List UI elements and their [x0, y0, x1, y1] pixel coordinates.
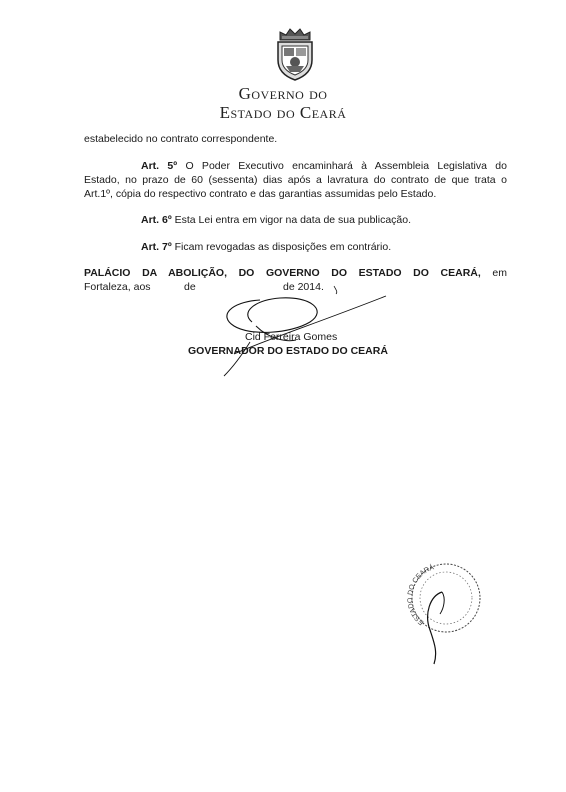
article-6: Art. 6º Esta Lei entra em vigor na data de sua publicação. [141, 214, 412, 226]
article-5-line3: Art.1º, cópia do respectivo contrato e das garantias assumidas pelo Estado. [84, 188, 437, 200]
signatory-name: Cid Ferreira Gomes [245, 331, 338, 343]
svg-text:ESTADO DO CEARÁ: ESTADO DO CEARÁ [406, 564, 435, 626]
closing-formula: PALÁCIO DA ABOLIÇÃO, DO GOVERNO DO ESTADO DO CEARÁ, em [84, 267, 507, 279]
article-5-line1: Art. 5º O Poder Executivo encaminhará à Assembleia Legislativa do [141, 160, 507, 172]
closing-date-prefix: Fortaleza, aos [84, 281, 151, 293]
government-title-line2: ESTADO DO CEARÁ [219, 103, 347, 122]
article-7: Art. 7º Ficam revogadas as disposições em contrário. [141, 241, 392, 253]
government-title-line1: GOVERNO DO [238, 84, 328, 103]
coat-of-arms-icon [270, 26, 320, 82]
article-7-label: Art. 7º [141, 241, 172, 253]
article-5-line2: Estado, no prazo de 60 (sessenta) dias após a lavratura do contrato de que trata o [84, 174, 507, 186]
protocol-stamp [394, 556, 494, 666]
article-6-label: Art. 6º [141, 214, 172, 226]
closing-date-year: de 2014. [283, 281, 324, 293]
signatory-title: GOVERNADOR DO ESTADO DO CEARÁ [188, 345, 388, 357]
article-5-label: Art. 5º [141, 160, 178, 172]
closing-date-de: de [184, 281, 196, 293]
paragraph-continuation: estabelecido no contrato correspondente. [84, 133, 278, 145]
